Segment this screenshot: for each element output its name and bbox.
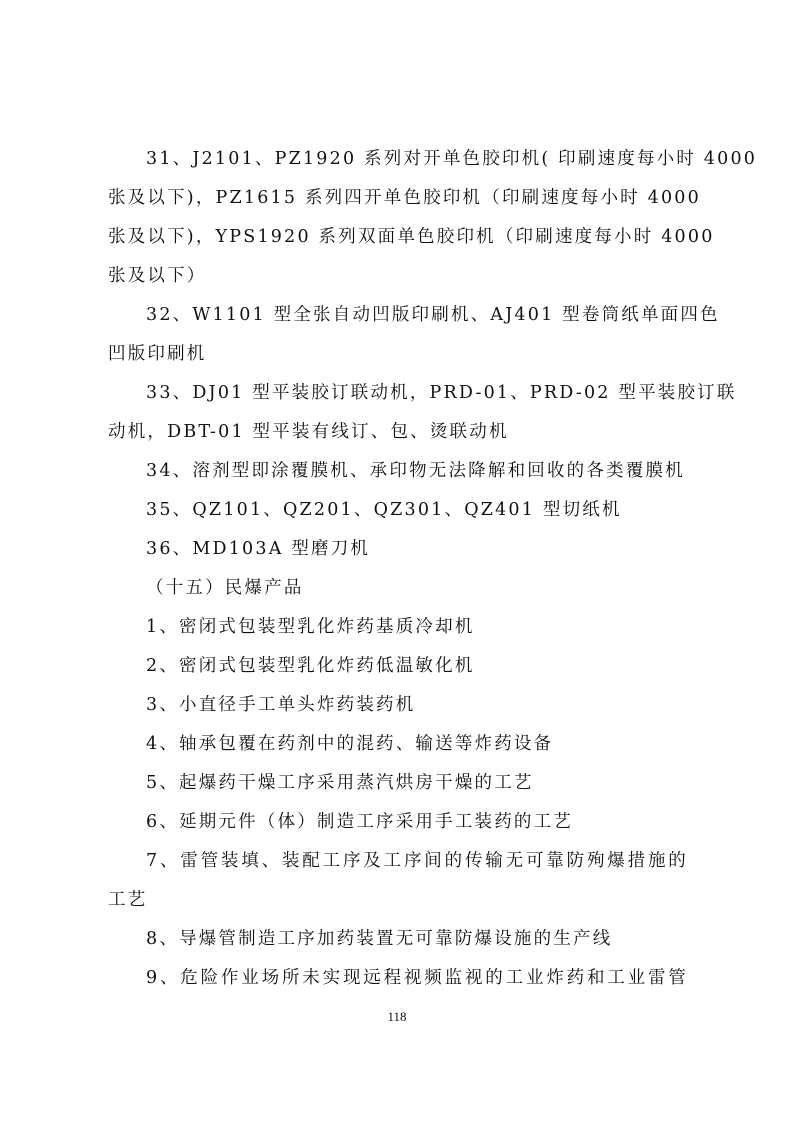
explosives-item-9: 9、危险作业场所未实现远程视频监视的工业炸药和工业雷管 xyxy=(146,968,688,988)
item-31-line-4: 张及以下） xyxy=(108,266,207,286)
explosives-item-5: 5、起爆药干燥工序采用蒸汽烘房干燥的工艺 xyxy=(146,773,534,793)
item-31-line-1: 31、J2101、PZ1920 系列对开单色胶印机( 印刷速度每小时 4000 xyxy=(146,149,758,169)
item-34: 34、溶剂型即涂覆膜机、承印物无法降解和回收的各类覆膜机 xyxy=(146,461,685,481)
item-36: 36、MD103A 型磨刀机 xyxy=(146,539,371,559)
item-33-line-1: 33、DJ01 型平装胶订联动机，PRD-01、PRD-02 型平装胶订联 xyxy=(146,383,737,403)
explosives-item-7-line-2: 工艺 xyxy=(108,890,148,910)
explosives-item-7-line-1: 7、雷管装填、装配工序及工序间的传输无可靠防殉爆措施的 xyxy=(146,851,688,871)
page-number: 118 xyxy=(387,1009,407,1024)
item-33-line-2: 动机，DBT-01 型平装有线订、包、烫联动机 xyxy=(108,422,509,442)
item-32-line-2: 凹版印刷机 xyxy=(108,344,207,364)
item-32-line-1: 32、W1101 型全张自动凹版印刷机、AJ401 型卷筒纸单面四色 xyxy=(146,305,720,325)
explosives-item-3: 3、小直径手工单头炸药装药机 xyxy=(146,695,416,715)
item-35: 35、QZ101、QZ201、QZ301、QZ401 型切纸机 xyxy=(146,500,622,520)
section-heading-civil-explosives: （十五）民爆产品 xyxy=(146,578,304,598)
explosives-item-6: 6、延期元件（体）制造工序采用手工装药的工艺 xyxy=(146,812,574,832)
explosives-item-1: 1、密闭式包装型乳化炸药基质冷却机 xyxy=(146,617,475,637)
item-31-line-2: 张及以下)，PZ1615 系列四开单色胶印机（印刷速度每小时 4000 xyxy=(108,188,701,208)
explosives-item-4: 4、轴承包覆在药剂中的混药、输送等炸药设备 xyxy=(146,734,554,754)
explosives-item-8: 8、导爆管制造工序加药装置无可靠防爆设施的生产线 xyxy=(146,929,613,949)
explosives-item-2: 2、密闭式包装型乳化炸药低温敏化机 xyxy=(146,656,475,676)
item-31-line-3: 张及以下)，YPS1920 系列双面单色胶印机（印刷速度每小时 4000 xyxy=(108,227,715,247)
